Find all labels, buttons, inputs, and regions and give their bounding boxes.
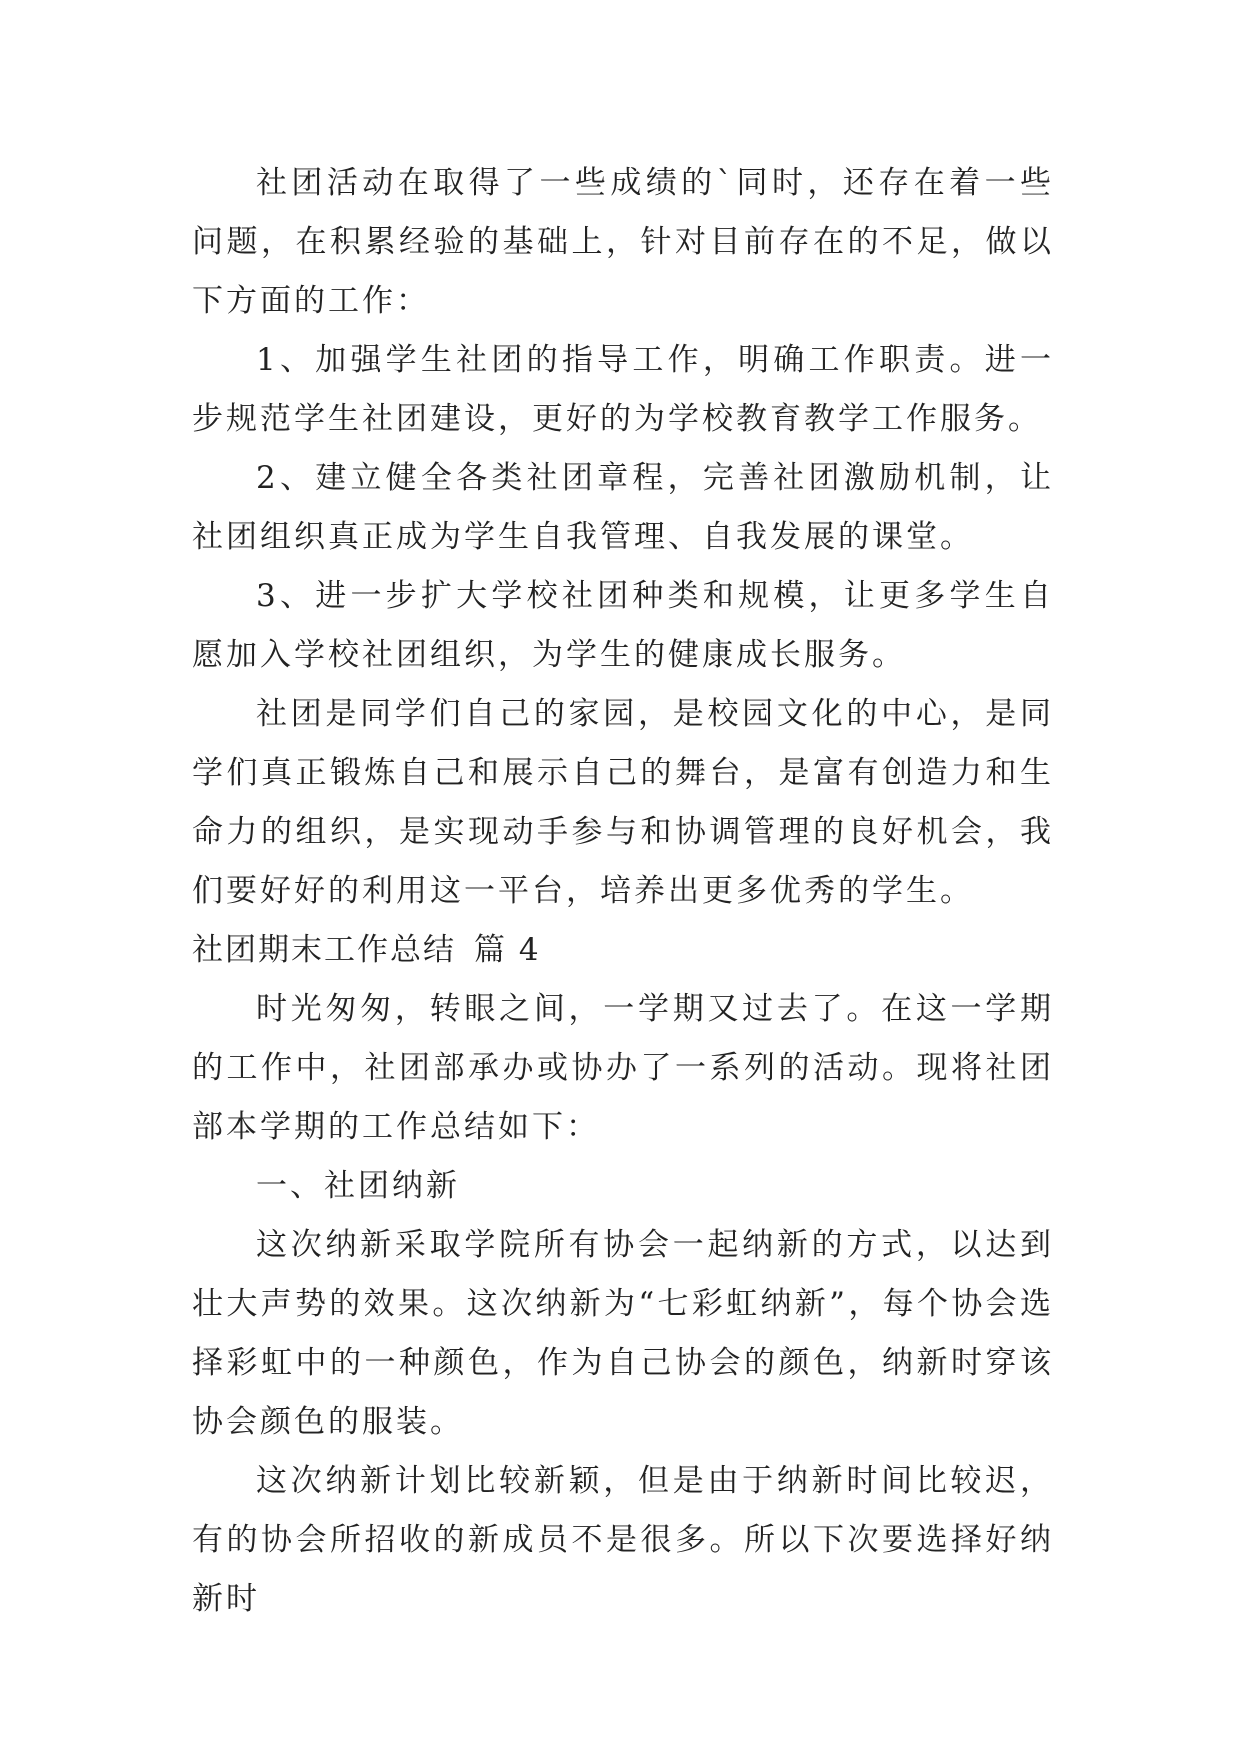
paragraph-semester-intro: 时光匆匆，转眼之间，一学期又过去了。在这一学期的工作中，社团部承办或协办了一系列的活动。现将社团部本学期的工作总结如下： <box>192 991 1054 1145</box>
section-heading <box>192 921 1054 980</box>
paragraph-conclusion: 社团是同学们自己的家园，是校园文化的中心，是同学们真正锻炼自己和展示自己的舞台，是富有创造力和生命力的组织，是实现动手参与和协调管理的良好机会，我们要好好的利用这一平台，培养出更多优秀的学生。 <box>192 696 1054 909</box>
document-page <box>192 154 1054 1629</box>
paragraph-item-3: 3、进一步扩大学校社团种类和规模，让更多学生自愿加入学校社团组织，为学生的健康成长服务。 <box>192 578 1054 673</box>
subheading-recruitment: 一、社团纳新 <box>256 1168 460 1204</box>
paragraph-recruitment-method: 这次纳新采取学院所有协会一起纳新的方式，以达到壮大声势的效果。这次纳新为“七彩虹纳新”，每个协会选择彩虹中的一种颜色，作为自己协会的颜色，纳新时穿该协会颜色的服装。 <box>192 1227 1054 1440</box>
paragraph-item-2: 2、建立健全各类社团章程，完善社团激励机制，让社团组织真正成为学生自我管理、自我发展的课堂。 <box>192 460 1054 555</box>
paragraph-recruitment-issue: 这次纳新计划比较新颖，但是由于纳新时间比较迟，有的协会所招收的新成员不是很多。所以下次要选择好纳新时 <box>192 1463 1054 1617</box>
paragraph-item-1: 1、加强学生社团的指导工作，明确工作职责。进一步规范学生社团建设，更好的为学校教育教学工作服务。 <box>192 342 1054 437</box>
section-number: 篇 4 <box>474 932 541 968</box>
section-title: 社团期末工作总结 <box>192 932 456 968</box>
paragraph-problems-intro: 社团活动在取得了一些成绩的`同时，还存在着一些问题，在积累经验的基础上，针对目前存在的不足，做以下方面的工作： <box>192 165 1054 319</box>
